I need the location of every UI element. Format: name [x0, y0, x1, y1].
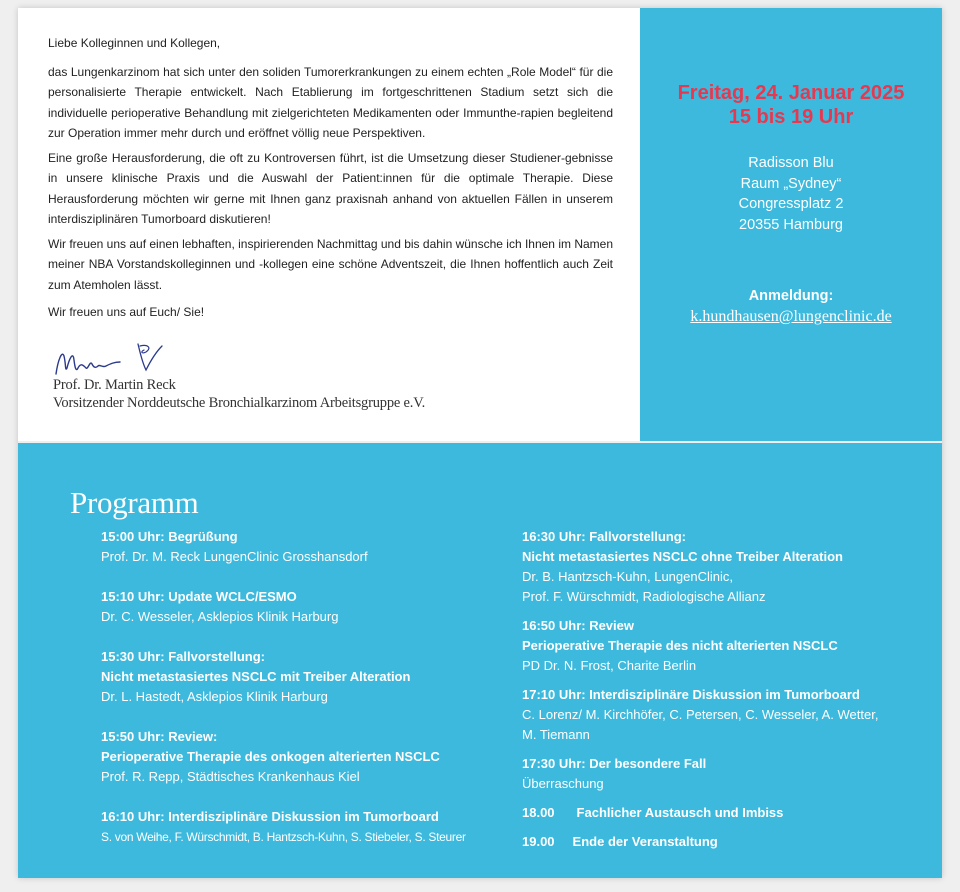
registration-email-link[interactable]: k.hundhausen@lungenclinic.de — [690, 308, 892, 325]
program-item-speakers: Prof. Dr. M. Reck LungenClinic Grosshansdorf — [101, 549, 368, 564]
program-section — [18, 443, 942, 878]
program-item-title: 15:30 Uhr: Fallvorstellung: — [101, 649, 265, 664]
event-venue — [640, 153, 942, 235]
venue-street: Congressplatz 2 — [738, 196, 844, 212]
handwritten-signature — [54, 338, 174, 382]
program-item — [101, 807, 511, 847]
letter-paragraph-1: das Lungenkarzinom hat sich unter den soliden Tumorerkrankungen zu einem echten „Role Model“ für die personalisierte Therapie entwickelt. Nach Etablierung im fortgeschrittenen Stadium setzt sich die individuelle perioperative Behandlung mit zielgerichteten Medikamenten oder Immunthe-rapien begleitend zur Operation immer mehr durch und eröffnet völlig neue Perspektiven. — [48, 65, 613, 140]
program-item — [522, 754, 922, 794]
venue-room: Raum „Sydney“ — [740, 175, 842, 192]
program-item-speakers: Dr. L. Hastedt, Asklepios Klinik Harburg — [101, 689, 328, 704]
event-time: 15 bis 19 Uhr — [728, 106, 854, 128]
program-column-right — [522, 527, 922, 861]
program-item-speakers: C. Lorenz/ M. Kirchhöfer, C. Petersen, C. Wesseler, A. Wetter, — [522, 707, 879, 722]
program-column-left — [101, 527, 511, 867]
program-item-speakers: Dr. C. Wesseler, Asklepios Klinik Harburg — [101, 609, 339, 624]
event-date-time — [640, 81, 942, 129]
program-item — [101, 587, 511, 627]
program-item-subtitle: Perioperative Therapie des onkogen alterierten NSCLC — [101, 749, 440, 764]
letter-paragraph-3: Wir freuen uns auf einen lebhaften, inspirierenden Nachmittag und bis dahin wünsche ich Ihnen im Namen meiner NBA Vorstandskolleginnen und -kollegen eine schöne Adventszeit, die Ihnen hoffentlich auch Zeit zum Atemholen lässt. — [48, 237, 613, 292]
invitation-letter — [18, 8, 640, 441]
program-item-speakers: PD Dr. N. Frost, Charite Berlin — [522, 658, 697, 673]
program-item — [101, 647, 511, 707]
program-item — [522, 803, 922, 823]
program-item-label: Fachlicher Austausch und Imbiss — [576, 805, 784, 820]
event-info-panel — [640, 8, 942, 441]
program-item-speakers: Prof. F. Würschmidt, Radiologische Allianz — [522, 589, 766, 604]
program-item-title: 16:10 Uhr: Interdisziplinäre Diskussion im Tumorboard — [101, 809, 439, 824]
registration-label: Anmeldung: — [748, 288, 834, 304]
signer-role: Vorsitzender Norddeutsche Bronchialkarzinom Arbeitsgruppe e.V. — [53, 394, 426, 411]
program-item — [522, 832, 922, 852]
program-item-time: 19.00 — [522, 834, 555, 849]
program-item-title: 15:10 Uhr: Update WCLC/ESMO — [101, 589, 297, 604]
letter-paragraph-2: Eine große Herausforderung, die oft zu Kontroversen führt, ist die Umsetzung dieser Studiener-gebnisse in unsere klinische Praxis und die Auswahl der Patient:innen für die optimale Therapie. Diese Herausforderung möchten wir gerne mit Ihnen ganz praxisnah anhand von aktuellen Fällen in unserem interdisziplinären Tumorboard diskutieren! — [48, 151, 613, 226]
program-item — [101, 527, 511, 567]
program-item-speakers: S. von Weihe, F. Würschmidt, B. Hantzsch-Kuhn, S. Stiebeler, S. Steurer — [101, 830, 466, 844]
program-item — [101, 727, 511, 787]
program-title: Programm — [70, 485, 199, 520]
program-item — [522, 616, 922, 676]
program-item-label: Ende der Veranstaltung — [572, 834, 718, 849]
program-item-subtitle: Nicht metastasiertes NSCLC ohne Treiber Alteration — [522, 549, 843, 564]
program-item-title: 17:10 Uhr: Interdisziplinäre Diskussion im Tumorboard — [522, 687, 860, 702]
program-item-title: 16:30 Uhr: Fallvorstellung: — [522, 529, 686, 544]
program-item-title: 16:50 Uhr: Review — [522, 618, 634, 633]
program-item-subtitle: Perioperative Therapie des nicht alterierten NSCLC — [522, 638, 838, 653]
program-item-speakers: Prof. R. Repp, Städtisches Krankenhaus Kiel — [101, 769, 360, 784]
event-date: Freitag, 24. Januar 2025 — [677, 82, 905, 104]
program-item-subtitle: Nicht metastasiertes NSCLC mit Treiber Alteration — [101, 669, 411, 684]
venue-name: Radisson Blu — [748, 155, 834, 171]
program-item-title: 17:30 Uhr: Der besondere Fall — [522, 756, 707, 771]
program-item — [522, 527, 922, 607]
program-item-time: 18.00 — [522, 805, 555, 820]
program-item-speakers: Dr. B. Hantzsch-Kuhn, LungenClinic, — [522, 569, 733, 584]
program-item-title: 15:50 Uhr: Review: — [101, 729, 218, 744]
signer-block — [53, 377, 425, 412]
program-item-title: 15:00 Uhr: Begrüßung — [101, 529, 238, 544]
letter-closing: Wir freuen uns auf Euch/ Sie! — [48, 305, 205, 319]
program-item-speakers: Überraschung — [522, 776, 604, 791]
venue-city: 20355 Hamburg — [739, 216, 843, 233]
signer-name: Prof. Dr. Martin Reck — [53, 377, 176, 393]
program-item — [522, 685, 922, 745]
salutation: Liebe Kolleginnen und Kollegen, — [48, 36, 221, 50]
program-item-speakers: M. Tiemann — [522, 727, 590, 742]
